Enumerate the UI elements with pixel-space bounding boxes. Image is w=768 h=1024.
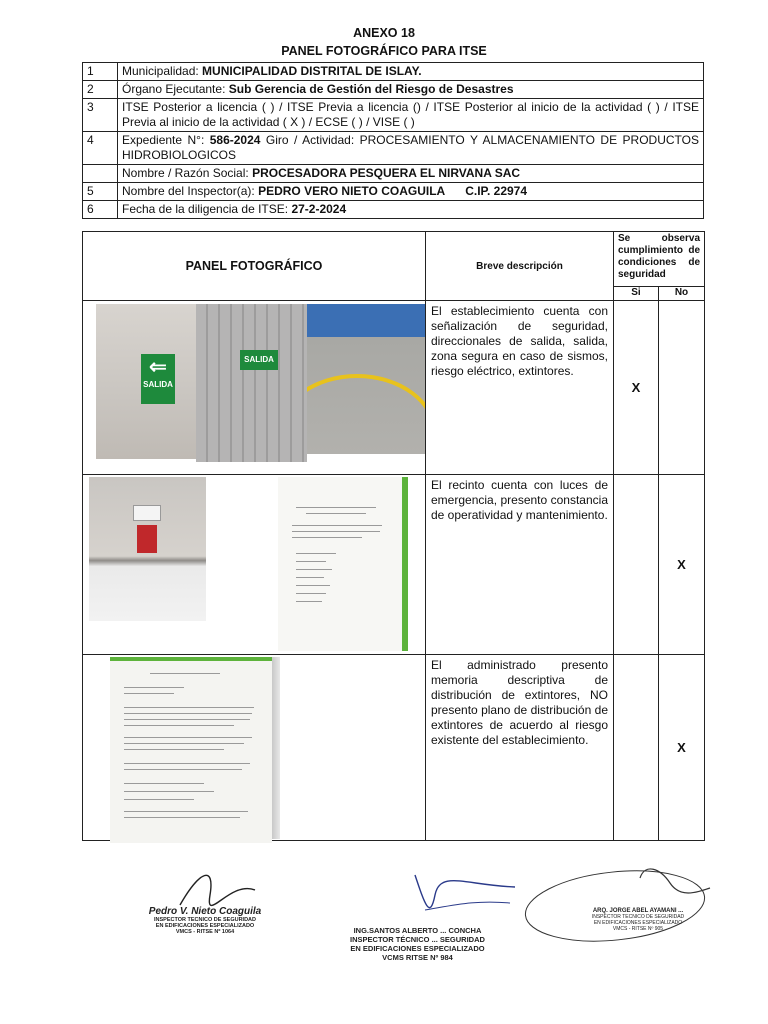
- panel-header-row: [83, 232, 705, 287]
- info-row-1: [83, 63, 704, 81]
- stamp-3-name: ARQ. JORGE ABEL AYAMANI ...: [592, 908, 684, 914]
- activity: Giro / Actividad: PROCESAMIENTO Y ALMACENAMIENTO DE PRODUCTOS HIDROBIOLOGICOS: [122, 133, 699, 162]
- exit-door-photo: [196, 304, 307, 462]
- no-header: No: [659, 287, 705, 301]
- row-number: 1: [83, 63, 118, 81]
- stamp-2-line3: VCMS RITSE Nº 984: [382, 953, 453, 962]
- safe-zone-circle: [307, 374, 425, 454]
- description-header: Breve descripción: [426, 232, 614, 301]
- info-row-5: [83, 183, 704, 201]
- photo-edge: [272, 657, 280, 839]
- no-mark: X: [659, 475, 705, 655]
- stamp-1-name: Pedro V. Nieto Coaguila: [148, 906, 262, 917]
- panel-header: PANEL FOTOGRÁFICO: [83, 232, 426, 301]
- si-mark: X: [614, 301, 659, 475]
- extinguisher-memo-photo: [110, 657, 272, 843]
- label: Municipalidad:: [122, 64, 203, 78]
- value: PROCESADORA PESQUERA EL NIRVANA SAC: [252, 166, 521, 180]
- photo-cell: [83, 475, 426, 655]
- safe-zone-photo: [307, 304, 425, 454]
- emergency-light-photo: [89, 477, 206, 621]
- stamp-3-line3: VMCS - RITSE Nº 905: [612, 926, 664, 932]
- stamp-3: [578, 908, 698, 932]
- info-cell: [118, 201, 704, 219]
- row-description: El administrado presento memoria descriptiva de distribución de extintores, NO presento plano de distribución de extintores de acuerdo al riesgo existente del establecimiento.: [426, 655, 614, 841]
- label: Nombre del Inspector(a):: [122, 184, 259, 198]
- row-number: 3: [83, 99, 118, 132]
- si-mark: [614, 475, 659, 655]
- label: Órgano Ejecutante:: [122, 82, 229, 96]
- info-row-3: [83, 99, 704, 132]
- row-number: 5: [83, 183, 118, 201]
- document-title: PANEL FOTOGRÁFICO PARA ITSE: [281, 44, 487, 58]
- exit-sign: [141, 354, 175, 404]
- itse-type-cell: ITSE Posterior a licencia ( ) / ITSE Previa a licencia () / ITSE Posterior al inicio de la actividad ( ) / ITSE Previa al inicio de la actividad ( X ) / ECSE ( ) / VISE ( ): [118, 99, 704, 132]
- table-row: [83, 475, 705, 655]
- row-number: 2: [83, 81, 118, 99]
- compliance-header: Se observa cumplimiento de condiciones de seguridad: [614, 232, 705, 287]
- cip: C.IP. 22974: [465, 184, 528, 198]
- exit-sign-label: SALIDA: [143, 380, 173, 389]
- stamp-1-line2: EN EDIFICACIONES ESPECIALIZADO: [155, 923, 255, 929]
- row-number: 6: [83, 201, 118, 219]
- signature-3-icon: [520, 858, 715, 948]
- stamp-1: [135, 906, 275, 935]
- value: 27-2-2024: [291, 202, 347, 216]
- no-mark: X: [659, 655, 705, 841]
- label: Nombre / Razón Social:: [122, 166, 253, 180]
- table-row: [83, 301, 705, 475]
- stamp-1-line3: VMCS - RITSE Nº 1064: [175, 929, 235, 935]
- value: PEDRO VERO NIETO COAGUILA: [258, 184, 446, 198]
- arrow-left-icon: ⇐: [148, 354, 168, 379]
- info-row-4: [83, 132, 704, 165]
- stamp-1-line1: INSPECTOR TECNICO DE SEGURIDAD: [154, 917, 256, 923]
- annex-title: ANEXO 18: [353, 26, 415, 40]
- row-description: El recinto cuenta con luces de emergencia, presento constancia de operatividad y mantenimiento.: [426, 475, 614, 655]
- row-description: El establecimiento cuenta con señalización de seguridad, direccionales de salida, salida, zona segura en caso de sismos, riesgo eléctrico, extintores.: [426, 301, 614, 475]
- photo-cell: [83, 301, 426, 475]
- si-header: Si: [614, 287, 659, 301]
- row-number-empty: [83, 165, 118, 183]
- info-row-4b: [83, 165, 704, 183]
- door-exit-sign: SALIDA: [240, 350, 278, 370]
- info-row-6: [83, 201, 704, 219]
- table-row: [83, 655, 705, 841]
- info-cell: [118, 63, 704, 81]
- stamp-3-line1: INSPECTOR TECNICO DE SEGURIDAD: [591, 914, 685, 920]
- info-cell: [118, 81, 704, 99]
- stamp-3-line2: EN EDIFICACIONES ESPECIALIZADO: [593, 920, 683, 926]
- label: Fecha de la diligencia de ITSE:: [122, 202, 292, 216]
- info-cell: [118, 132, 704, 165]
- emergency-light-label: [137, 525, 157, 553]
- emergency-light-icon: [133, 505, 161, 521]
- stamp-2-line2: EN EDIFICACIONES ESPECIALIZADO: [350, 944, 485, 953]
- info-row-2: [83, 81, 704, 99]
- info-table: [82, 62, 704, 219]
- info-cell: [118, 183, 704, 201]
- value: Sub Gerencia de Gestión del Riesgo de Desastres: [228, 82, 514, 96]
- stamp-2: [335, 926, 500, 962]
- stamp-2-line1: INSPECTOR TÉCNICO ... SEGURIDAD: [350, 935, 485, 944]
- signature-2-icon: [395, 865, 520, 925]
- info-cell: [118, 165, 704, 183]
- stamp-2-name: ING.SANTOS ALBERTO ... CONCHA: [353, 926, 482, 935]
- exit-sign-photo: [96, 304, 196, 459]
- photo-panel-table: [82, 231, 705, 841]
- value: MUNICIPALIDAD DISTRITAL DE ISLAY.: [202, 64, 422, 78]
- no-mark: [659, 301, 705, 475]
- photo-cell: [83, 655, 426, 841]
- value: 586-2024: [209, 133, 261, 147]
- si-mark: [614, 655, 659, 841]
- row-number: 4: [83, 132, 118, 165]
- maintenance-certificate-photo: [278, 477, 408, 651]
- label: Expediente N°:: [122, 133, 210, 147]
